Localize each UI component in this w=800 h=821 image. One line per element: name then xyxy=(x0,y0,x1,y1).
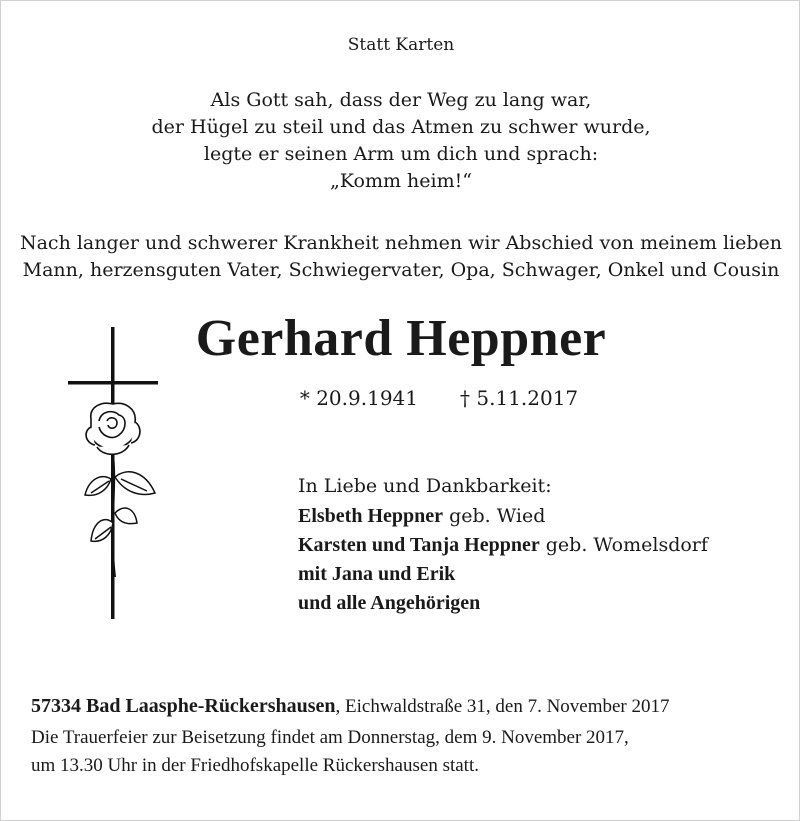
intro-text xyxy=(1,230,800,284)
poem xyxy=(1,87,800,195)
service-line: Die Trauerfeier zur Beisetzung findet am Donnerstag, dem 9. November 2017, xyxy=(31,727,629,748)
mourner-name: mit Jana und Erik xyxy=(298,563,456,585)
intro-line: Nach langer und schwerer Krankheit nehmen wir Abschied von meinem lieben xyxy=(19,232,782,254)
death-date: † 5.11.2017 xyxy=(460,386,579,410)
poem-line: legte er seinen Arm um dich und sprach: xyxy=(203,143,599,165)
poem-line: der Hügel zu steil und das Atmen zu schwer wurde, xyxy=(151,116,651,138)
mourner-note: geb. Wied xyxy=(443,505,546,527)
poem-line: Als Gott sah, dass der Weg zu lang war, xyxy=(210,89,592,111)
place-name: 57334 Bad Laasphe-Rückershausen xyxy=(31,695,336,717)
mourner-line xyxy=(298,589,708,618)
address-date: , Eichwaldstraße 31, den 7. November 2017 xyxy=(335,696,670,717)
mourner-line xyxy=(298,502,708,531)
poem-line: „Komm heim!“ xyxy=(330,170,472,192)
mourner-name: Elsbeth Heppner xyxy=(298,505,444,527)
mourner-name: und alle Angehörigen xyxy=(298,592,481,614)
mourners-heading: In Liebe und Dankbarkeit: xyxy=(298,475,552,497)
mourner-name: Karsten und Tanja Heppner xyxy=(298,534,540,556)
intro-line: Mann, herzensguten Vater, Schwiegervater, Opa, Schwager, Onkel und Cousin xyxy=(22,259,780,281)
service-line: um 13.30 Uhr in der Friedhofskapelle Rückershausen statt. xyxy=(31,755,479,776)
mourner-line xyxy=(298,560,708,589)
notice-footer xyxy=(31,692,670,780)
place-date-line xyxy=(31,692,670,720)
mourner-note: geb. Womelsdorf xyxy=(539,534,708,556)
mourner-line xyxy=(298,531,708,560)
birth-date: * 20.9.1941 xyxy=(299,386,418,410)
mourners-list xyxy=(298,472,708,618)
notice-header: Statt Karten xyxy=(347,35,455,55)
cross-with-rose-icon xyxy=(61,327,161,623)
deceased-name: Gerhard Heppner xyxy=(195,310,607,367)
